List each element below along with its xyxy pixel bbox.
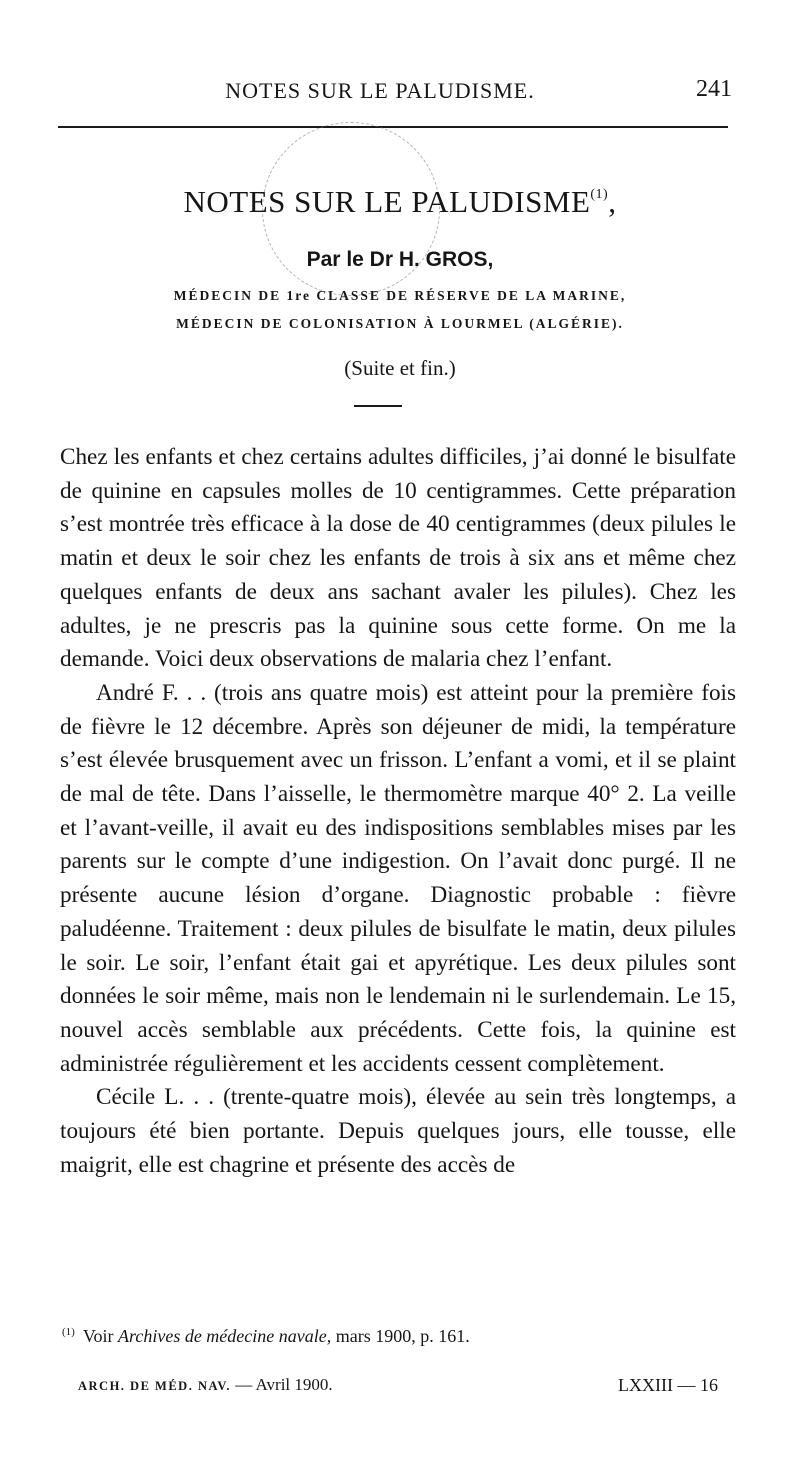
running-head [0, 72, 800, 112]
header-rule [58, 126, 728, 128]
page-number: 241 [696, 76, 732, 102]
author-byline: Par le Dr H. GROS, [306, 248, 494, 271]
footer-signature: LXXIII — 16 [618, 1375, 718, 1395]
author-affiliation-2: MÉDECIN DE COLONISATION À LOURMEL (ALGÉRIE). [176, 316, 624, 331]
footer-date: — Avril 1900. [230, 1375, 333, 1394]
footnote-journal-title: Archives de médecine navale, [118, 1326, 332, 1346]
footnote-text-before: Voir [82, 1326, 119, 1346]
article-title [20, 184, 780, 220]
title-footnote-mark[interactable]: (1) [590, 187, 609, 202]
continuation-note: (Suite et fin.) [344, 356, 456, 380]
body-paragraph-1: Chez les enfants et chez certains adultes difficiles, j’ai donné le bisulfate de quinine en capsules molles de 10 centigrammes. Cette préparation s’est montrée très efficace à la dose de 40 centigrammes (deux pilules le matin et deux le soir chez les enfants de trois à six ans et même chez quelques enfants de deux ans sachant avaler les pilules). Chez les adultes, je ne prescris pas la quinine sous cette forme. On me la demande. Voici deux observations de malaria chez l’enfant. [60, 444, 736, 673]
article-title-text: NOTES SUR LE PALUDISME [183, 184, 591, 219]
footnote [62, 1326, 732, 1347]
footnote-text-after: mars 1900, p. 161. [331, 1326, 470, 1346]
footnote-mark: (1) [62, 1326, 75, 1338]
running-head-title: NOTES SUR LE PALUDISME. [225, 78, 535, 103]
article-body [60, 441, 736, 1182]
page-footer [78, 1375, 718, 1399]
author-affiliation-1: MÉDECIN DE 1re CLASSE DE RÉSERVE DE LA MARINE, [173, 288, 627, 303]
section-rule [354, 405, 402, 407]
footer-left [78, 1375, 333, 1395]
body-paragraph-2: André F. . . (trois ans quatre mois) est atteint pour la première fois de fièvre le 12 décembre. Après son déjeuner de midi, la température s’est élevée brusquement avec un frisson. L’enfant a vomi, et il se plaint de mal de tête. Dans l’aisselle, le thermomètre marque 40° 2. La veille et l’avant-veille, il avait eu des indispositions semblables mises par les parents sur le compte d’une indigestion. On l’avait donc purgé. Il ne présente aucune lésion d’organe. Diagnostic probable : fièvre paludéenne. Traitement : deux pilules de bisulfate le matin, deux pilules le soir. Le soir, l’enfant était gai et apyrétique. Les deux pilules sont données le soir même, mais non le lendemain ni le surlendemain. Le 15, nouvel accès semblable aux précédents. Cette fois, la quinine est administrée régulièrement et les accidents cessent complètement. [60, 679, 736, 1077]
body-paragraph-3: Cécile L. . . (trente-quatre mois), élevée au sein très longtemps, a toujours été bien portante. Depuis quelques jours, elle tousse, elle maigrit, elle est chagrine et présente des accès de [60, 1084, 736, 1178]
article-title-suffix: , [608, 184, 617, 219]
footer-journal-abbrev: ARCH. DE MÉD. NAV. [78, 1379, 231, 1393]
